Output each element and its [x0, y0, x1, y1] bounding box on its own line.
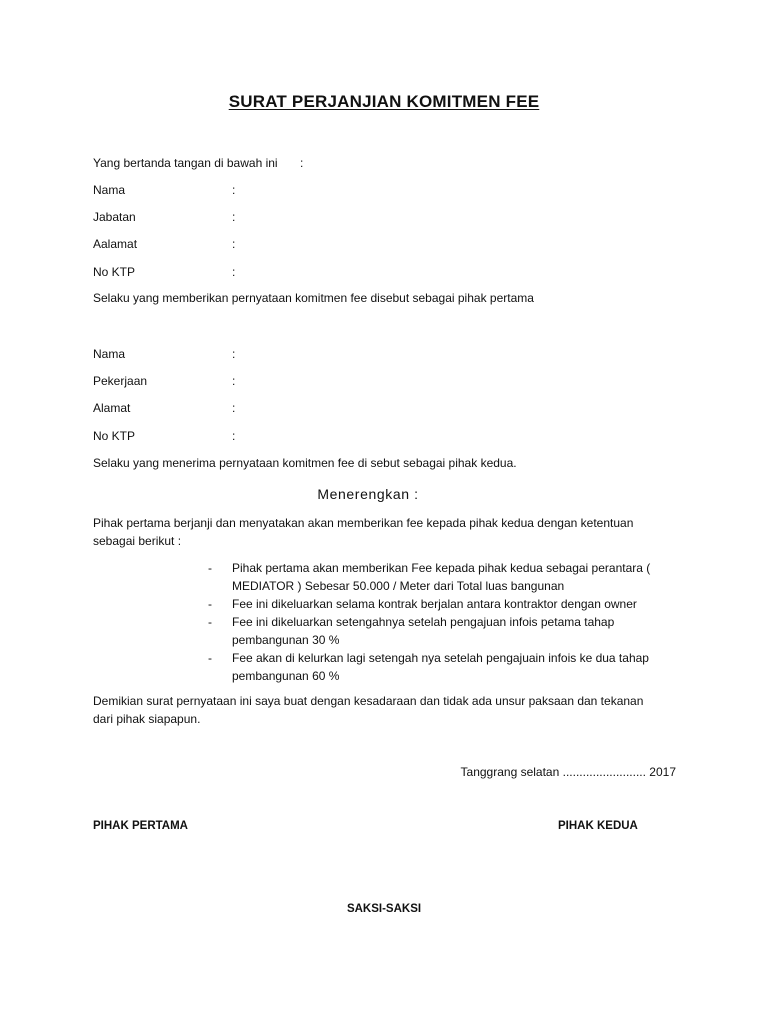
bullet-dash: -	[208, 615, 212, 629]
closing-paragraph: Demikian surat pernyataan ini saya buat dengan kesadaraan dan tidak ada unsur paksaan dan tekanan dari pihak siapapun.	[93, 694, 644, 726]
party1-field-nama: Nama	[93, 183, 126, 197]
party1-colon-jabatan: :	[232, 210, 236, 224]
list-item-text: Fee ini dikeluarkan selama kontrak berjalan antara kontraktor dengan owner	[232, 597, 637, 611]
party2-field-nama: Nama	[93, 347, 126, 361]
party2-colon-ktp: :	[232, 429, 236, 443]
party2-field-pekerjaan: Pekerjaan	[93, 374, 148, 388]
party1-statement: Selaku yang memberikan pernyataan komitmen fee disebut sebagai pihak pertama	[93, 291, 534, 305]
party2-field-alamat: Alamat	[93, 401, 131, 415]
terms-list	[208, 559, 678, 685]
list-item	[208, 649, 678, 685]
intro-text: Yang bertanda tangan di bawah ini	[93, 156, 278, 170]
party2-field-ktp: No KTP	[93, 429, 136, 443]
bullet-dash: -	[208, 651, 212, 665]
witnesses-label: SAKSI-SAKSI	[346, 903, 422, 915]
intro-colon: :	[300, 156, 304, 170]
date-line: Tanggrang selatan ......................... 2017	[460, 765, 676, 779]
bullet-dash: -	[208, 597, 212, 611]
party1-field-alamat: Aalamat	[93, 237, 138, 251]
party2-colon-nama: :	[232, 347, 236, 361]
party2-colon-pekerjaan: :	[232, 374, 236, 388]
party2-colon-alamat: :	[232, 401, 236, 415]
party1-colon-nama: :	[232, 183, 236, 197]
list-item-text: Pihak pertama akan memberikan Fee kepada pihak kedua sebagai perantara ( MEDIATOR ) Sebesar 50.000 / Meter dari Total luas bangunan	[232, 561, 651, 593]
list-item-text: Fee akan di kelurkan lagi setengah nya setelah pengajuain infois ke dua tahap pembangunan 60 %	[232, 651, 649, 683]
list-item	[208, 595, 678, 613]
signature-first-party: PIHAK PERTAMA	[93, 820, 188, 832]
party1-colon-alamat: :	[232, 237, 236, 251]
party1-field-jabatan: Jabatan	[93, 210, 136, 224]
body-paragraph: Pihak pertama berjanji dan menyatakan akan memberikan fee kepada pihak kedua dengan ketentuan sebagai berikut :	[93, 516, 634, 548]
list-item	[208, 613, 678, 649]
party1-colon-ktp: :	[232, 265, 236, 279]
list-item	[208, 559, 678, 595]
bullet-dash: -	[208, 561, 212, 575]
document-title: SURAT PERJANJIAN KOMITMEN FEE	[228, 92, 540, 111]
party1-field-ktp: No KTP	[93, 265, 136, 279]
party2-statement: Selaku yang menerima pernyataan komitmen fee di sebut sebagai pihak kedua.	[93, 456, 517, 470]
list-item-text: Fee ini dikeluarkan setengahnya setelah pengajuan infois petama tahap pembangunan 30 %	[232, 615, 615, 647]
signature-second-party: PIHAK KEDUA	[558, 820, 638, 832]
section-heading: Menerengkan :	[317, 486, 419, 502]
